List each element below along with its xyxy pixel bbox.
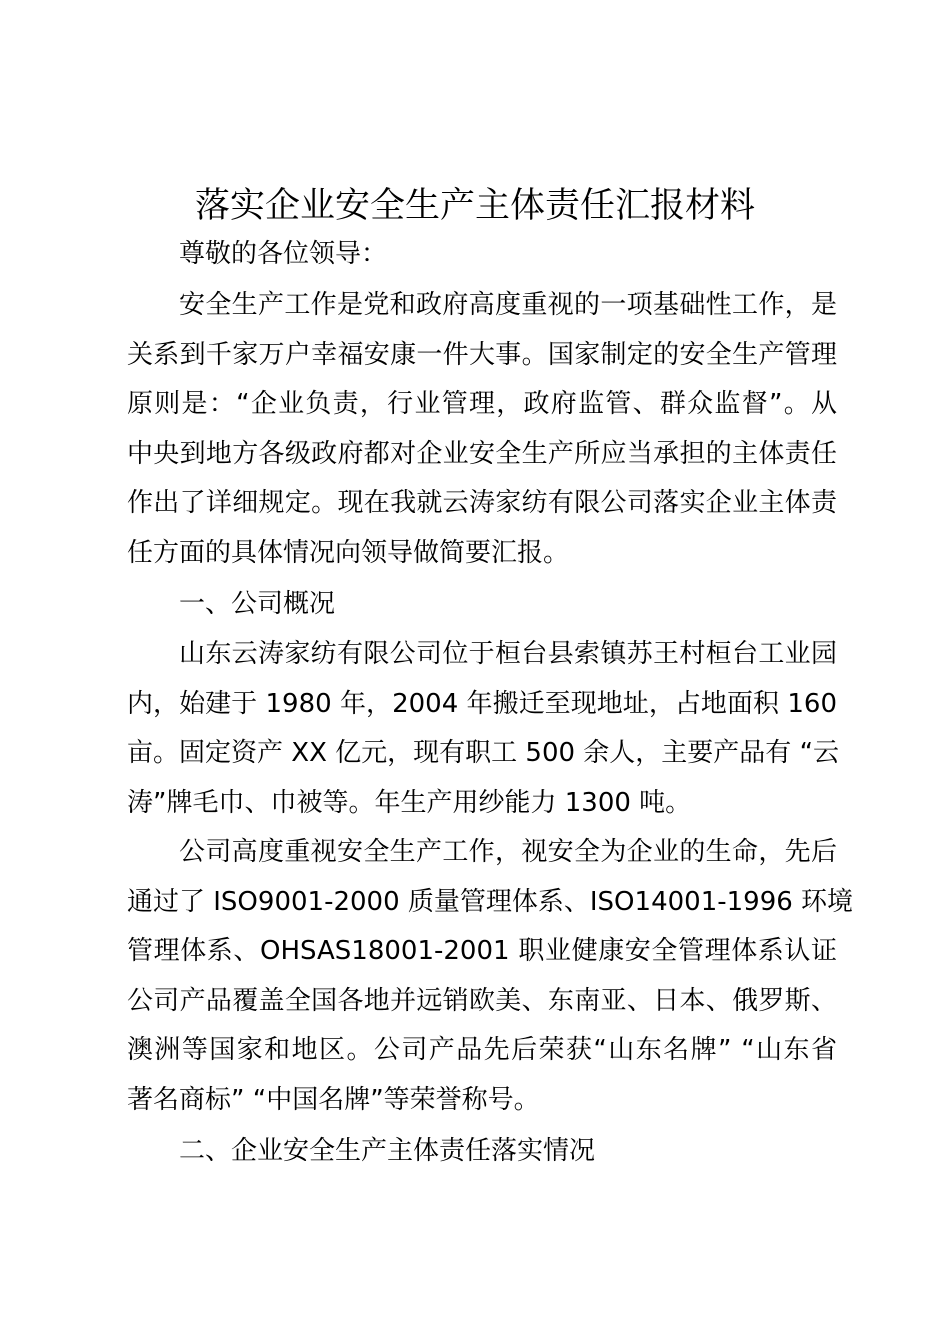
paragraph-line: 通过了 ISO9001-2000 质量管理体系、ISO14001-1996 环境 (127, 886, 854, 917)
section-heading-1 (127, 580, 837, 630)
paragraph-line: 作出了详细规定。现在我就云涛家纺有限公司落实企业主体责 (127, 488, 837, 518)
paragraph-line: 任方面的具体情况向领导做简要汇报。 (127, 537, 570, 568)
heading-text: 一、公司概况 (179, 589, 336, 619)
section-heading-2 (127, 1127, 837, 1177)
heading-text: 二、企业安全生产主体责任落实情况 (179, 1136, 596, 1166)
document-title: 落实企业安全生产主体责任汇报材料 (194, 186, 755, 226)
paragraph-line: 澳洲等国家和地区。公司产品先后荣获“山东名牌” “山东省 (127, 1035, 837, 1065)
paragraph-line: 管理体系、OHSAS18001-2001 职业健康安全管理体系认证 (127, 936, 837, 966)
paragraph-line: 涛”牌毛巾、巾被等。年生产用纱能力 1300 吨。 (127, 787, 692, 818)
paragraph-line: 中央到地方各级政府都对企业安全生产所应当承担的主体责任 (127, 438, 837, 469)
paragraph-company-overview (127, 630, 840, 828)
salutation (127, 230, 837, 280)
paragraph-safety-emphasis (127, 828, 854, 1125)
paragraph-intro (127, 281, 837, 578)
paragraph-line: 公司高度重视安全生产工作，视安全为企业的生命，先后 (179, 837, 837, 867)
paragraph-line: 安全生产工作是党和政府高度重视的一项基础性工作，是 (179, 290, 837, 320)
paragraph-line: 内，始建于 1980 年，2004 年搬迁至现地址，占地面积 160 (127, 688, 837, 719)
salutation-text: 尊敬的各位领导： (179, 239, 388, 269)
paragraph-line: 原则是：“企业负责，行业管理，政府监管、群众监督”。从 (127, 389, 837, 419)
paragraph-line: 著名商标” “中国名牌”等荣誉称号。 (127, 1084, 540, 1115)
paragraph-line: 亩。固定资产 XX 亿元，现有职工 500 余人，主要产品有 “云 (127, 738, 840, 768)
paragraph-line: 关系到千家万户幸福安康一件大事。国家制定的安全生产管理 (127, 339, 837, 370)
paragraph-line: 山东云涛家纺有限公司位于桓台县索镇苏王村桓台工业园 (179, 639, 837, 669)
paragraph-line: 公司产品覆盖全国各地并远销欧美、东南亚、日本、俄罗斯、 (127, 985, 837, 1016)
